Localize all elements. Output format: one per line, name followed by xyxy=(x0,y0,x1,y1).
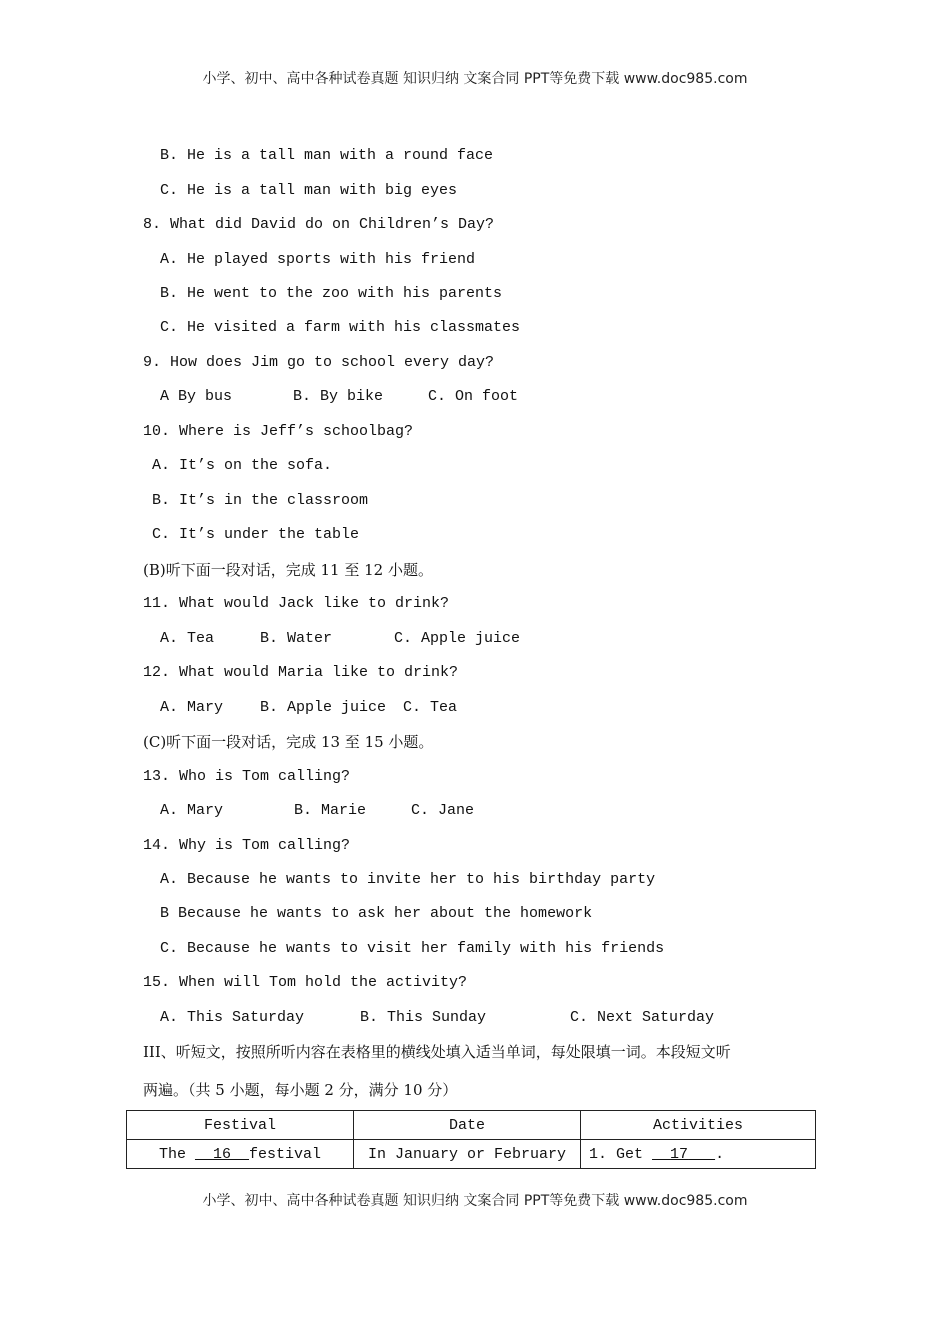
q10-option-c: C. It’s under the table xyxy=(152,526,360,543)
q10-question: 10. Where is Jeff’s schoolbag? xyxy=(143,423,414,440)
date-cell: In January or February xyxy=(354,1140,581,1169)
q12-question: 12. What would Maria like to drink? xyxy=(143,664,459,681)
q14-option-c: C. Because he wants to visit her family with his friends xyxy=(160,940,665,957)
q13-option-a: A. Mary xyxy=(160,802,224,819)
page-header: 小学、初中、高中各种试卷真题 知识归纳 文案合同 PPT等免费下载 www.doc985.com xyxy=(202,71,748,87)
section-b-instruction: (B)听下面一段对话，完成 11 至 12 小题。 xyxy=(143,561,433,579)
page-footer: 小学、初中、高中各种试卷真题 知识归纳 文案合同 PPT等免费下载 www.doc985.com xyxy=(202,1193,748,1209)
q11-question: 11. What would Jack like to drink? xyxy=(143,595,450,612)
section-c-instruction: (C)听下面一段对话，完成 13 至 15 小题。 xyxy=(143,733,434,751)
q7-option-b: B. He is a tall man with a round face xyxy=(160,147,494,164)
q15-option-c: C. Next Saturday xyxy=(570,1009,715,1026)
q14-question: 14. Why is Tom calling? xyxy=(143,837,351,854)
table-header-row xyxy=(127,1111,816,1140)
table-row xyxy=(127,1140,816,1169)
activity-prefix: 1. Get xyxy=(589,1145,653,1163)
q8-option-c: C. He visited a farm with his classmates xyxy=(160,319,521,336)
q9-question: 9. How does Jim go to school every day? xyxy=(143,354,495,371)
q13-question: 13. Who is Tom calling? xyxy=(143,768,351,785)
blank-17-number: 17 xyxy=(670,1145,689,1163)
header-activities: Activities xyxy=(581,1111,816,1140)
q12-option-b: B. Apple juice xyxy=(260,699,387,716)
q14-option-a: A. Because he wants to invite her to his birthday party xyxy=(160,871,656,888)
q9-option-b: B. By bike xyxy=(293,388,384,405)
q8-option-a: A. He played sports with his friend xyxy=(160,251,476,268)
header-festival: Festival xyxy=(127,1111,354,1140)
blank-17 xyxy=(652,1146,715,1163)
section-3-instruction-line1: III、听短文，按照所听内容在表格里的横线处填入适当单词，每处限填一词。本段短文听 xyxy=(143,1043,731,1061)
q15-question: 15. When will Tom hold the activity? xyxy=(143,974,468,991)
q8-option-b: B. He went to the zoo with his parents xyxy=(160,285,503,302)
q11-option-b: B. Water xyxy=(260,630,333,647)
activity-suffix: . xyxy=(715,1145,725,1163)
q10-option-b: B. It’s in the classroom xyxy=(152,492,369,509)
activity-cell xyxy=(581,1140,816,1169)
q13-option-b: B. Marie xyxy=(294,802,367,819)
q9-option-a: A By bus xyxy=(160,388,233,405)
festival-table xyxy=(126,1110,816,1169)
q7-option-c: C. He is a tall man with big eyes xyxy=(160,182,458,199)
q11-option-c: C. Apple juice xyxy=(394,630,521,647)
q8-question: 8. What did David do on Children’s Day? xyxy=(143,216,495,233)
festival-cell xyxy=(127,1140,354,1169)
q10-option-a: A. It’s on the sofa. xyxy=(152,457,333,474)
q11-option-a: A. Tea xyxy=(160,630,215,647)
q14-option-b: B Because he wants to ask her about the homework xyxy=(160,905,593,922)
header-date: Date xyxy=(354,1111,581,1140)
blank-16-number: 16 xyxy=(212,1145,231,1163)
festival-prefix: The xyxy=(158,1145,195,1163)
q12-option-c: C. Tea xyxy=(403,699,458,716)
q15-option-a: A. This Saturday xyxy=(160,1009,305,1026)
section-3-instruction-line2: 两遍。（共 5 小题，每小题 2 分，满分 10 分） xyxy=(143,1081,458,1099)
q15-option-b: B. This Sunday xyxy=(360,1009,487,1026)
q9-option-c: C. On foot xyxy=(428,388,519,405)
blank-16 xyxy=(195,1146,249,1163)
q12-option-a: A. Mary xyxy=(160,699,224,716)
festival-suffix: festival xyxy=(249,1145,322,1163)
q13-option-c: C. Jane xyxy=(411,802,475,819)
